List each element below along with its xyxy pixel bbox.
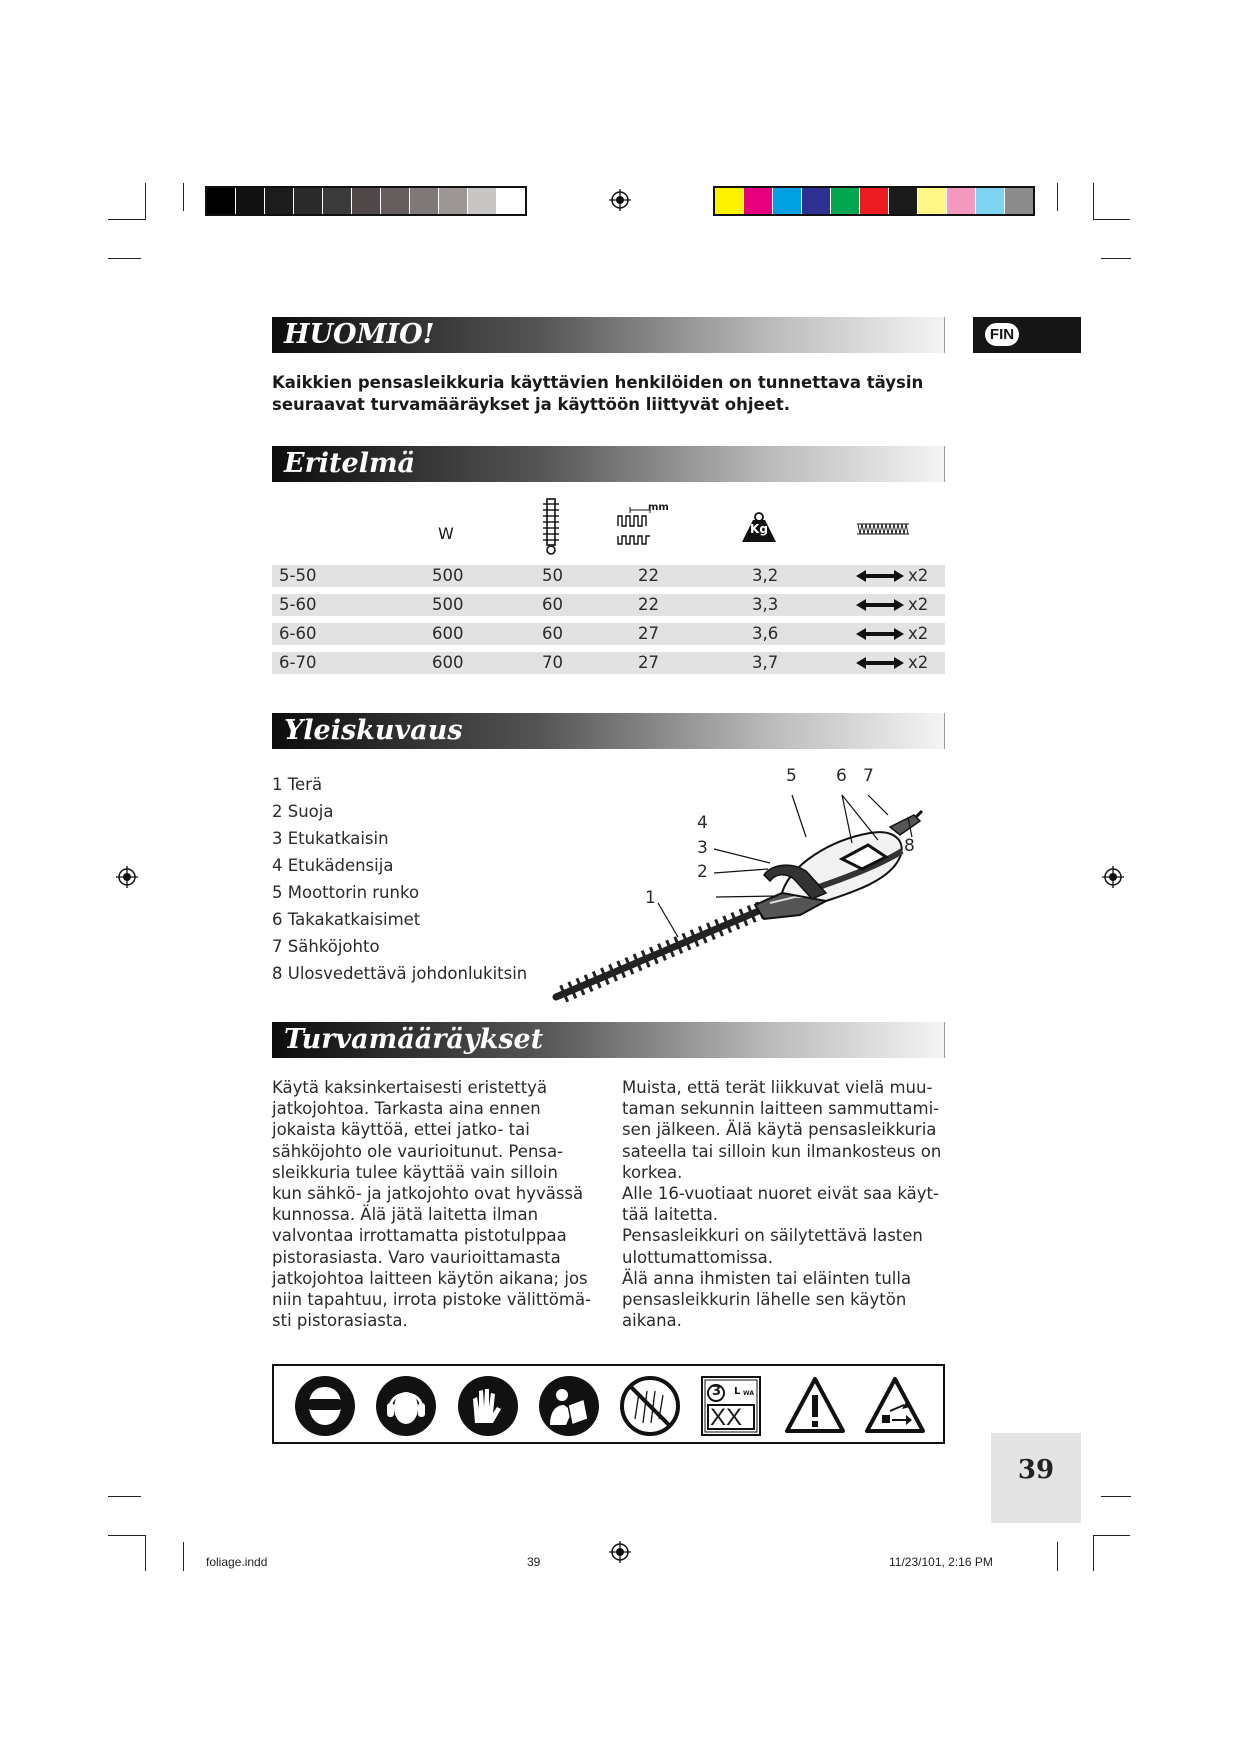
callout-number: 1 <box>645 888 656 908</box>
spec-row <box>272 565 945 587</box>
section-header-yleiskuvaus <box>272 713 945 749</box>
color-swatch <box>947 188 976 214</box>
page-number: 39 <box>1017 1455 1055 1485</box>
gray-swatch <box>236 188 265 214</box>
gray-swatch <box>265 188 294 214</box>
color-swatch <box>889 188 918 214</box>
noise-value: XX <box>710 1404 743 1431</box>
crop-mark <box>183 1542 184 1571</box>
color-swatch <box>918 188 947 214</box>
length-cell: 60 <box>542 595 563 614</box>
crop-mark <box>1093 1535 1130 1536</box>
gray-swatch <box>439 188 468 214</box>
callout-number: 7 <box>863 766 874 786</box>
section-title: Eritelmä <box>284 448 416 479</box>
gray-swatch <box>352 188 381 214</box>
color-swatch <box>744 188 773 214</box>
crop-mark <box>1057 183 1058 211</box>
color-swatch <box>773 188 802 214</box>
list-item: 2 Suoja <box>272 802 334 821</box>
callout-number: 4 <box>697 813 708 833</box>
noise-wa: WA <box>743 1390 754 1397</box>
gray-swatch <box>294 188 323 214</box>
section-title: HUOMIO! <box>284 319 435 350</box>
crop-mark <box>108 258 141 259</box>
language-label: FIN <box>985 323 1019 346</box>
callout-number: 3 <box>697 838 708 858</box>
color-swatch <box>802 188 831 214</box>
footer-filename: foliage.indd <box>206 1555 268 1569</box>
spacing-cell: 22 <box>638 566 659 585</box>
double-blade-icon <box>855 521 911 537</box>
section-header-eritelma <box>272 446 945 482</box>
model-cell: 5-50 <box>279 566 317 585</box>
read-manual-icon <box>538 1375 600 1437</box>
spacing-cell: 27 <box>638 624 659 643</box>
model-cell: 6-60 <box>279 624 317 643</box>
section-header-turvamaaraykset <box>272 1022 945 1058</box>
intro-text: Kaikkien pensasleikkuria käyttävien henkilöiden on tunnettava täysin seuraavat turvamääräykset ja käyttöön liittyvät ohjeet. <box>272 373 924 414</box>
model-cell: 5-60 <box>279 595 317 614</box>
callout-number: 8 <box>904 836 915 856</box>
color-swatch <box>831 188 860 214</box>
list-item: 7 Sähköjohto <box>272 937 380 956</box>
crop-mark <box>1093 1535 1094 1571</box>
double-arrow-icon <box>856 570 904 582</box>
list-item: 3 Etukatkaisin <box>272 829 389 848</box>
callout-number: 2 <box>697 862 708 882</box>
double-arrow-icon <box>856 657 904 669</box>
no-rain-icon <box>619 1375 681 1437</box>
section-title: Turvamääräykset <box>284 1024 544 1055</box>
footer-page: 39 <box>527 1555 541 1569</box>
weight-unit: Kg <box>750 522 768 536</box>
action-cell: x2 <box>908 653 929 672</box>
unplug-warning-icon <box>864 1375 926 1437</box>
registration-mark-icon <box>1102 866 1124 888</box>
gray-swatch <box>497 188 525 214</box>
crop-mark <box>1101 1496 1131 1497</box>
registration-mark-icon <box>609 1541 631 1563</box>
double-arrow-icon <box>856 599 904 611</box>
footer-timestamp: 11/23/101, 2:16 PM <box>889 1555 993 1569</box>
section-title: Yleiskuvaus <box>284 715 463 746</box>
length-cell: 70 <box>542 653 563 672</box>
list-item: 1 Terä <box>272 775 323 794</box>
gray-scale-bar <box>205 186 527 216</box>
noise-l: L <box>734 1386 741 1397</box>
weight-cell: 3,7 <box>752 653 779 672</box>
length-cell: 50 <box>542 566 563 585</box>
list-item: 4 Etukädensija <box>272 856 394 875</box>
gray-swatch <box>410 188 439 214</box>
callout-number: 6 <box>836 766 847 786</box>
gray-swatch <box>207 188 236 214</box>
power-cell: 500 <box>432 566 464 585</box>
crop-mark <box>145 183 146 220</box>
crop-mark <box>1093 183 1094 220</box>
weight-cell: 3,2 <box>752 566 779 585</box>
crop-mark <box>1057 1542 1058 1571</box>
color-swatch <box>715 188 744 214</box>
crop-mark <box>145 1535 146 1571</box>
hedge-trimmer-illustration <box>550 765 930 1015</box>
ear-protection-icon <box>375 1375 437 1437</box>
safety-text-left: Käytä kaksinkertaisesti eristettyä jatkojohtoa. Tarkasta aina ennen jokaista käyttöä, ettei jatko- tai sähköjohto ole vaurioitunut. Pensa- sleikkuria tulee käyttää vain silloin kun sähkö- ja jatkojohto ovat hyvässä kunnossa. Älä jätä laitetta ilman valvontaa irrottamatta pistotulppaa pistorasiasta. Varo vaurioittamasta jatkojohtoa laitteen käytön aikana; jos niin tapahtuu, irrota pistoke välittömä- sti pistorasiasta. <box>272 1078 592 1331</box>
spec-row <box>272 594 945 616</box>
gray-swatch <box>381 188 410 214</box>
crop-mark <box>1093 219 1130 220</box>
list-item: 5 Moottorin runko <box>272 883 420 902</box>
crop-mark <box>108 1496 141 1497</box>
warning-icon <box>784 1375 846 1437</box>
section-header-huomio <box>272 317 945 353</box>
crop-mark <box>108 219 145 220</box>
parts-list <box>272 771 527 987</box>
page-number-box <box>991 1433 1081 1523</box>
callout-number: 5 <box>786 766 797 786</box>
list-item: 6 Takakatkaisimet <box>272 910 421 929</box>
crop-mark <box>1101 258 1131 259</box>
double-arrow-icon <box>856 628 904 640</box>
weight-cell: 3,6 <box>752 624 779 643</box>
blade-length-icon <box>540 496 562 556</box>
noise-number: 3 <box>712 1384 722 1399</box>
gloves-icon <box>457 1375 519 1437</box>
list-item: 8 Ulosvedettävä johdonlukitsin <box>272 964 528 983</box>
spacing-cell: 27 <box>638 653 659 672</box>
gray-swatch <box>468 188 497 214</box>
spec-row <box>272 652 945 674</box>
eye-protection-icon <box>294 1375 356 1437</box>
model-cell: 6-70 <box>279 653 317 672</box>
power-cell: 600 <box>432 624 464 643</box>
safety-icons-box <box>272 1364 945 1444</box>
spacing-cell: 22 <box>638 595 659 614</box>
spec-row <box>272 623 945 645</box>
action-cell: x2 <box>908 595 929 614</box>
crop-mark <box>183 183 184 211</box>
action-cell: x2 <box>908 624 929 643</box>
language-badge <box>973 317 1081 353</box>
length-cell: 60 <box>542 624 563 643</box>
color-scale-bar <box>713 186 1035 216</box>
safety-text-right: Muista, että terät liikkuvat vielä muu- taman sekunnin laitteen sammuttami- sen jälkeen. Älä käytä pensasleikkuria sateella tai silloin kun ilmankosteus on korkea. Alle 16-vuotiaat nuoret eivät saa käyt- tää laitetta. Pensasleikkuri on säilytettävä lasten ulottumattomissa. Älä anna ihmisten tai eläinten tulla pensasleikkurin lähelle sen käytön aikana. <box>622 1078 942 1331</box>
power-header: W <box>438 524 454 543</box>
color-swatch <box>860 188 889 214</box>
action-cell: x2 <box>908 566 929 585</box>
crop-mark <box>108 1535 145 1536</box>
gray-swatch <box>323 188 352 214</box>
power-cell: 500 <box>432 595 464 614</box>
power-cell: 600 <box>432 653 464 672</box>
registration-mark-icon <box>609 189 631 211</box>
registration-mark-icon <box>116 866 138 888</box>
color-swatch <box>976 188 1005 214</box>
weight-cell: 3,3 <box>752 595 779 614</box>
tooth-spacing-unit: mm <box>648 502 669 513</box>
color-swatch <box>1005 188 1033 214</box>
